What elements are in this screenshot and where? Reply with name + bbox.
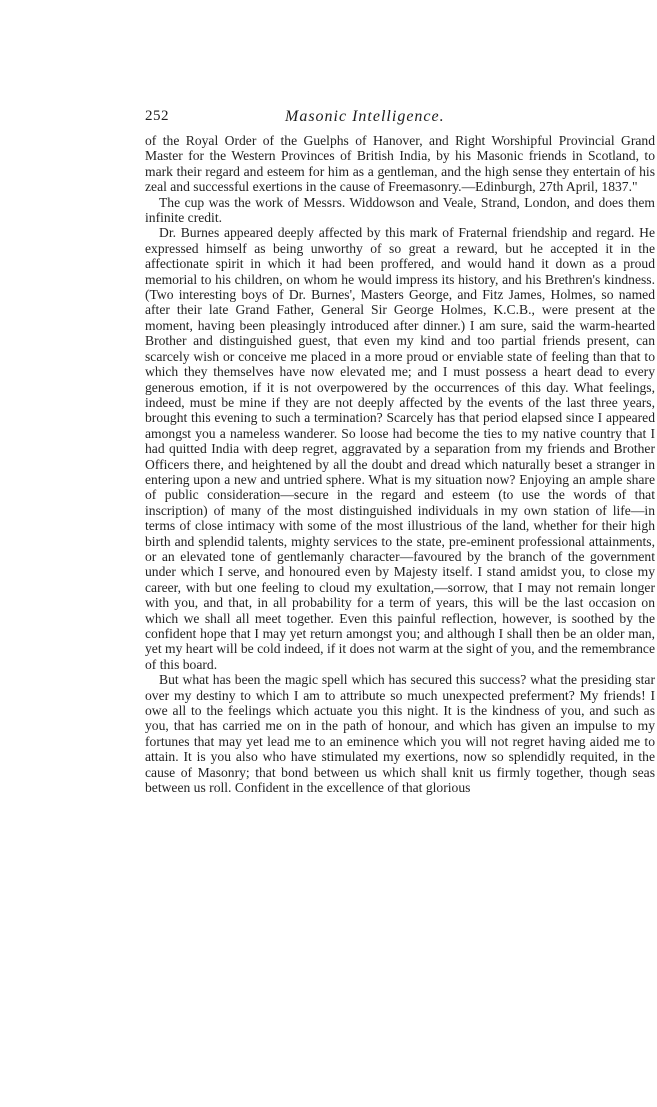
- running-title: Masonic Intelligence.: [285, 108, 445, 125]
- running-head: [145, 108, 657, 130]
- paragraph-inscription-end: of the Royal Order of the Guelphs of Hanover, and Right Worshipful Provincial Grand Master for the Western Provinces of British India, by his Masonic friends in Scotland, to mark their regard and esteem for him as a gentleman, and the high sense they entertain of his zeal and successful exertions in the cause of Freemasonry.—Edinburgh, 27th April, 1837.": [145, 133, 655, 195]
- paragraph-burnes-speech: Dr. Burnes appeared deeply affected by this mark of Fraternal friendship and regard. He expressed himself as being unworthy of so great a reward, but he accepted it in the affectionate spirit in which it had been proffered, and would hand it down as a proud memorial to his children, on whom he would impress its history, and his Brethren's kindness. (Two interesting boys of Dr. Burnes', Masters George, and Fitz James, Holmes, so named after their late Grand Father, General Sir George Holmes, K.C.B., were present at the moment, having been pleasingly introduced after dinner.) I am sure, said the warm-hearted Brother and distinguished guest, that even my kind and too partial friends present, can scarcely wish or conceive me placed in a more proud or enviable state of feeling than that to which they themselves have now elevated me; and I must possess a heart dead to every generous emotion, if it is not overpowered by the occurrences of this day. What feelings, indeed, must be mine if they are not deeply affected by the events of the last three years, brought this evening to such a termination? Scarcely has that period elapsed since I appeared amongst you a nameless wanderer. So loose had become the ties to my native country that I had quitted India with deep regret, aggravated by a separation from my friends and Brother Officers there, and heightened by all the doubt and dread which naturally beset a stranger in entering upon a new and untried sphere. What is my situation now? Enjoying an ample share of public consideration—secure in the regard and esteem (to use the words of that inscription) of many of the most distinguished individuals in my own station of life—in terms of close intimacy with some of the most illustrious of the land, whether for their high birth and splendid talents, mighty services to the state, pre-eminent professional attainments, or an elevated tone of gentlemanly character—favoured by the branch of the government under which I serve, and honoured even by Majesty itself. I stand amidst you, to close my career, with but one feeling to cloud my exultation,—sorrow, that I may not remain longer with you, and that, in all probability for a term of years, this will be the last occasion on which we shall all meet together. Even this painful reflection, however, is soothed by the confident hope that I may yet return amongst you; and although I shall then be an older man, yet my heart will be cold indeed, if it does not warm at the sight of you, and the remembrance of this board.: [145, 225, 655, 672]
- page-number: 252: [145, 108, 169, 124]
- paragraph-cup-maker: The cup was the work of Messrs. Widdowson and Veale, Strand, London, and does them infinite credit.: [145, 194, 655, 226]
- article-text: [145, 133, 655, 795]
- paragraph-magic-spell: But what has been the magic spell which has secured this success? what the presiding star over my destiny to which I am to attribute so much unexpected preferment? My friends! I owe all to the feelings which actuate you this night. It is the kindness of you, and such as you, that has carried me on in the path of honour, and which has given an impulse to my fortunes that may yet lead me to an eminence which you will not regret having aided me to attain. It is you also who have stimulated my exertions, now so splendidly requited, in the cause of Masonry; that bond between us which shall knit us firmly together, though seas between us roll. Confident in the excellence of that glorious: [145, 672, 655, 796]
